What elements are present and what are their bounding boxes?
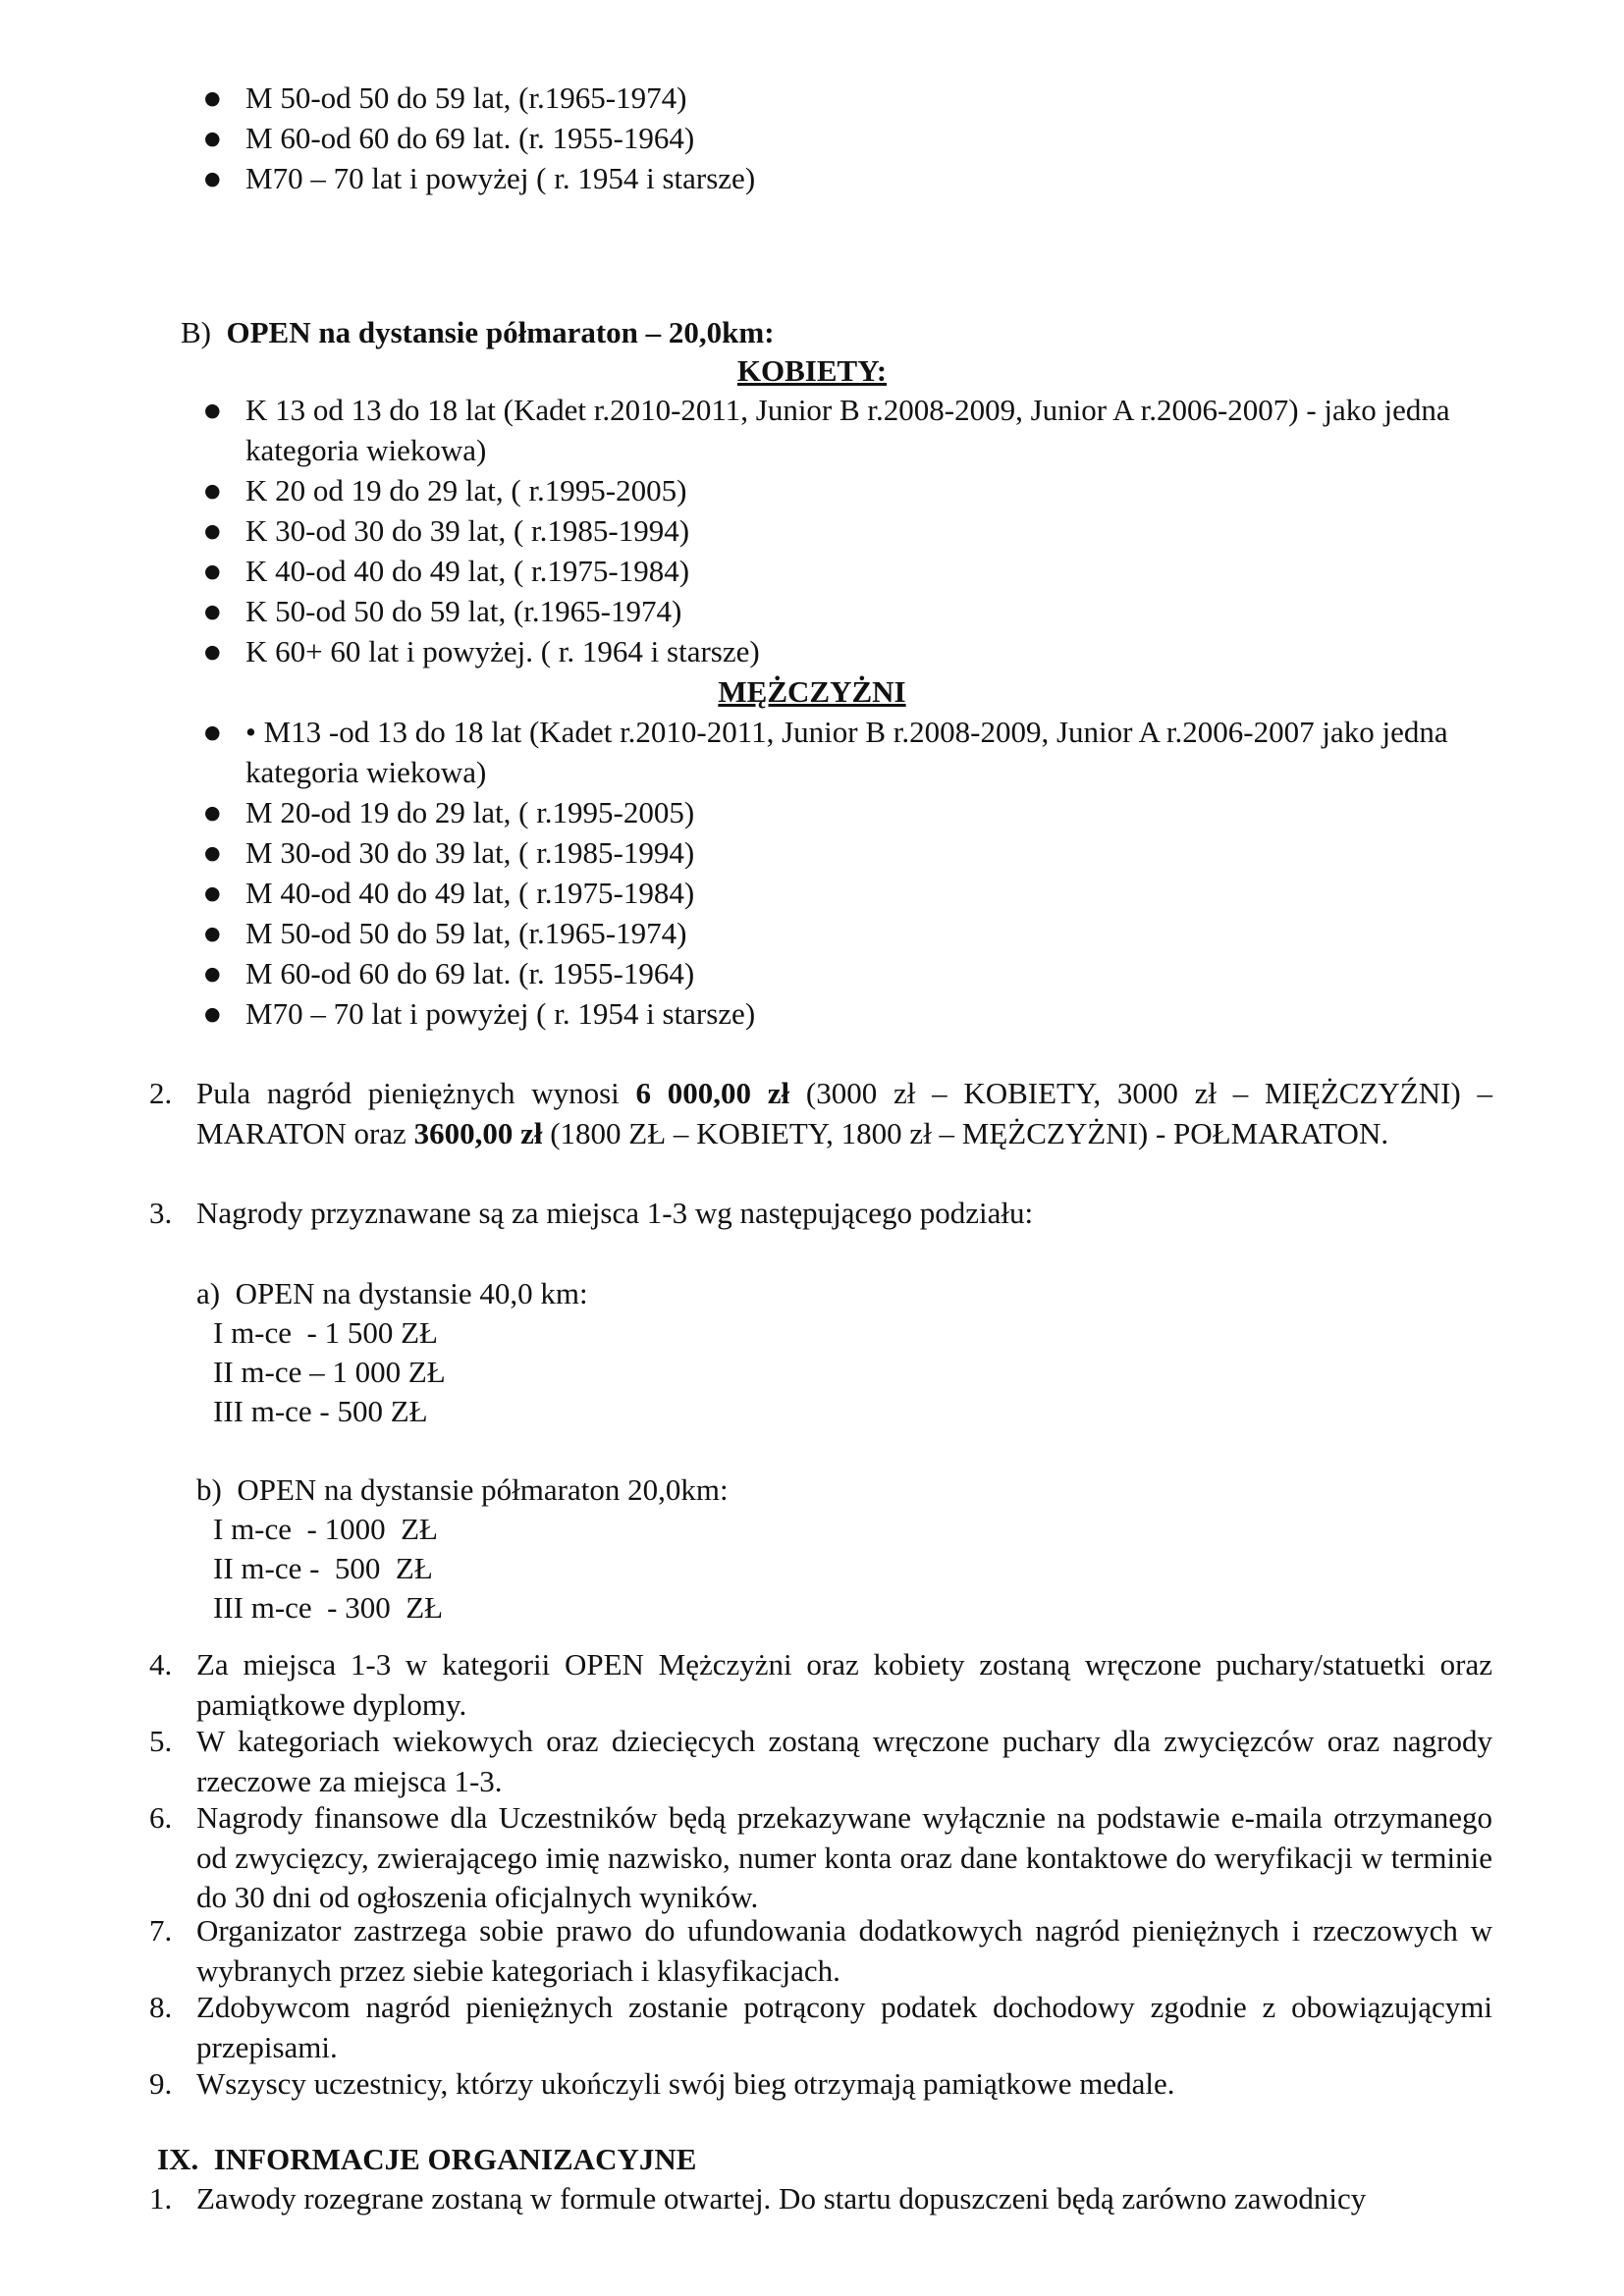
- prize-40km-2: II m-ce – 1 000 ZŁ: [213, 1355, 446, 1389]
- bullet-icon: ●: [204, 963, 221, 985]
- women-heading: KOBIETY:: [736, 353, 888, 388]
- prize-40km-3: III m-ce - 500 ZŁ: [213, 1394, 428, 1428]
- women-item-4: ● K 40-od 40 do 49 lat, ( r.1975-1984): [245, 552, 1492, 592]
- bullet-icon: ●: [204, 721, 221, 743]
- prize-split-item: 3. Nagrody przyznawane są za miejsca 1-3 wg następującego podziału:: [149, 1196, 1034, 1230]
- men-item-5: ● M 50-od 50 do 59 lat, (r.1965-1974): [245, 914, 1492, 954]
- list-item-8: 8. Zdobywcom nagród pieniężnych zostanie potrącony podatek dochodowy zgodnie z obowiązującymi przepisami.: [149, 1990, 1492, 2064]
- women-item-6: ● K 60+ 60 lat i powyżej. ( r. 1964 i starsze): [245, 632, 1492, 672]
- women-item-5: ● K 50-od 50 do 59 lat, (r.1965-1974): [245, 592, 1492, 632]
- bullet-icon: ●: [204, 520, 221, 542]
- prize-half-1: I m-ce - 1000 ZŁ: [213, 1512, 438, 1546]
- prize-40km-1: I m-ce - 1 500 ZŁ: [213, 1315, 438, 1350]
- list-item-6: 6. Nagrody finansowe dla Uczestników będą przekazywane wyłącznie na podstawie e-maila otrzymanego od zwycięzcy, zwierającego imię nazwisko, numer konta oraz dane kontaktowe do weryfikacji w terminie do 30 dni od ogłoszenia oficjalnych wyników.: [149, 1800, 1492, 1914]
- bullet-icon: ●: [204, 168, 221, 189]
- list-item-4: 4. Za miejsca 1-3 w kategorii OPEN Mężczyżni oraz kobiety zostaną wręczone puchary/statuetki oraz pamiątkowe dyplomy.: [149, 1647, 1492, 1722]
- bullet-icon: ●: [204, 400, 221, 421]
- list-item-5: 5. W kategoriach wiekowych oraz dziecięcych zostaną wręczone puchary dla zwycięzców oraz nagrody rzeczowe za miejsca 1-3.: [149, 1724, 1492, 1798]
- list-item-7: 7. Organizator zastrzega sobie prawo do ufundowania dodatkowych nagród pieniężnych i rzeczowych w wybranych przez siebie kategoriach i klasyfikacjach.: [149, 1913, 1492, 1988]
- men-item-7: ● M70 – 70 lat i powyżej ( r. 1954 i starsze): [245, 994, 1492, 1035]
- bullet-icon: ●: [204, 87, 221, 109]
- prize-half-3: III m-ce - 300 ZŁ: [213, 1590, 444, 1625]
- prize-half-2: II m-ce - 500 ZŁ: [213, 1551, 433, 1585]
- women-item-3: ● K 30-od 30 do 39 lat, ( r.1985-1994): [245, 511, 1492, 552]
- top-list-item-2: ● M 60-od 60 do 69 lat. (r. 1955-1964): [245, 119, 1492, 159]
- prize-pool-item: 2. Pula nagród pieniężnych wynosi 6 000,00 zł (3000 zł – KOBIETY, 3000 zł – MIĘŻCZYŹNI) – MARATON oraz 3600,00 zł (1800 ZŁ – KOBIETY, 1800 zł – MĘŻCZYŻNI) - POŁMARATON.: [149, 1076, 1492, 1150]
- women-item-2: ● K 20 od 19 do 29 lat, ( r.1995-2005): [245, 471, 1492, 511]
- bullet-icon: ●: [204, 641, 221, 663]
- bullet-icon: ●: [204, 842, 221, 864]
- list-item-9: 9. Wszyscy uczestnicy, którzy ukończyli swój bieg otrzymają pamiątkowe medale.: [149, 2066, 1175, 2101]
- bullet-icon: ●: [204, 882, 221, 904]
- section-ix-item-1: 1. Zawody rozegrane zostaną w formule otwartej. Do startu dopuszczeni będą zarówno zawodnicy: [149, 2181, 1367, 2216]
- men-heading: MĘŻCZYŻNI: [718, 674, 906, 709]
- open-half-marathon-heading: b) OPEN na dystansie półmaraton 20,0km:: [196, 1472, 729, 1507]
- section-ix-heading: IX. INFORMACJE ORGANIZACYJNE: [157, 2142, 697, 2176]
- men-item-2: ● M 20-od 19 do 29 lat, ( r.1995-2005): [245, 793, 1492, 833]
- men-item-3: ● M 30-od 30 do 39 lat, ( r.1985-1994): [245, 833, 1492, 874]
- men-item-6: ● M 60-od 60 do 69 lat. (r. 1955-1964): [245, 954, 1492, 994]
- section-b-heading: B) OPEN na dystansie półmaraton – 20,0km:: [181, 315, 775, 349]
- men-item-4: ● M 40-od 40 do 49 lat, ( r.1975-1984): [245, 874, 1492, 914]
- top-list-item-1: ● M 50-od 50 do 59 lat, (r.1965-1974): [245, 79, 1492, 119]
- women-item-1: ● K 13 od 13 do 18 lat (Kadet r.2010-2011, Junior B r.2008-2009, Junior A r.2006-2007) - jako jedna kategoria wiekowa): [204, 393, 1450, 467]
- top-list-item-3: ● M70 – 70 lat i powyżej ( r. 1954 i starsze): [245, 159, 1492, 199]
- bullet-icon: ●: [204, 128, 221, 149]
- men-item-1: ● • M13 -od 13 do 18 lat (Kadet r.2010-2011, Junior B r.2008-2009, Junior A r.2006-2007 jako jedna kategoria wiekowa): [204, 715, 1448, 789]
- bullet-icon: ●: [204, 480, 221, 502]
- bullet-icon: ●: [204, 802, 221, 824]
- bullet-icon: ●: [204, 923, 221, 944]
- bullet-icon: ●: [204, 601, 221, 622]
- bullet-icon: ●: [204, 1003, 221, 1025]
- open-40km-heading: a) OPEN na dystansie 40,0 km:: [196, 1276, 588, 1310]
- bullet-icon: ●: [204, 561, 221, 582]
